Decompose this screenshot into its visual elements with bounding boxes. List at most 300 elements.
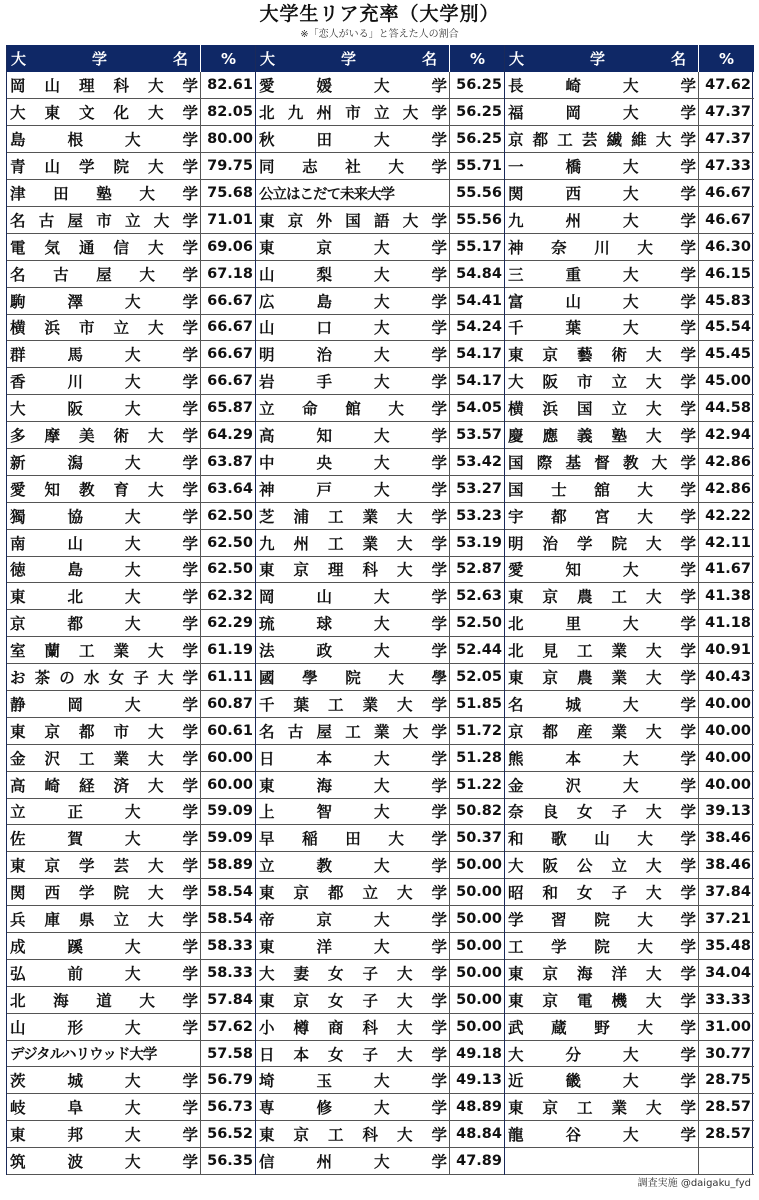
university-name: 立命館大学 [256,395,450,422]
university-name: 日本女子大学 [256,1040,450,1067]
university-name: 獨協大学 [7,502,201,529]
university-name: 熊本大学 [505,744,699,771]
university-name: 日本大学 [256,744,450,771]
percent-value: 45.00 [699,368,755,395]
table-row [505,206,754,233]
percent-value: 54.41 [450,287,506,314]
table-row [505,260,754,287]
table-row [7,798,256,825]
university-name: 同志社大学 [256,153,450,180]
university-name [505,1148,699,1175]
table-row [7,1013,256,1040]
table-row [7,72,256,99]
percent-value: 54.05 [450,395,506,422]
percent-value: 37.21 [699,906,755,933]
percent-value: 51.28 [450,744,506,771]
table-row [505,368,754,395]
table-row [505,771,754,798]
table-row [505,1148,754,1175]
table-row [505,180,754,207]
table-row [505,986,754,1013]
percent-value: 54.24 [450,314,506,341]
percent-value: 54.17 [450,341,506,368]
table-row [256,637,505,664]
percent-value: 45.83 [699,287,755,314]
university-name: 名古屋工業大学 [256,717,450,744]
percent-value: 57.58 [201,1040,257,1067]
table-row [7,502,256,529]
university-name: 名古屋市立大学 [7,206,201,233]
university-name: 名古屋大学 [7,260,201,287]
university-name: 北里大学 [505,610,699,637]
percent-value: 28.57 [699,1121,755,1148]
table-row [256,180,505,207]
university-name: 東京外国語大学 [256,206,450,233]
header-char: 学 [340,50,356,68]
university-name: 大東文化大学 [7,99,201,126]
university-name: 東洋大学 [256,933,450,960]
table-row [505,99,754,126]
percent-value: 56.25 [450,99,506,126]
percent-value: 40.00 [699,690,755,717]
university-name: 国際基督教大学 [505,448,699,475]
university-name: 多摩美術大学 [7,422,201,449]
header-percent: % [699,45,755,72]
university-name: 東京農業大学 [505,664,699,691]
percent-value: 58.33 [201,959,257,986]
university-name: 工学院大学 [505,933,699,960]
university-name: 弘前大学 [7,959,201,986]
percent-value: 50.00 [450,852,506,879]
table-row [256,422,505,449]
table-row [7,287,256,314]
table-row [505,1040,754,1067]
percent-value: 52.05 [450,664,506,691]
university-name: 山形大学 [7,1013,201,1040]
university-name: 横浜市立大学 [7,314,201,341]
percent-value: 47.89 [450,1148,506,1175]
percent-value: 52.44 [450,637,506,664]
ranking-table [7,45,256,1175]
table-row [505,825,754,852]
table-row [505,1121,754,1148]
percent-value: 47.37 [699,126,755,153]
percent-value: 37.84 [699,879,755,906]
percent-value: 47.37 [699,99,755,126]
university-name: 神戸大学 [256,475,450,502]
table-row [7,180,256,207]
table-row [256,933,505,960]
table-row [505,959,754,986]
percent-value: 66.67 [201,368,257,395]
percent-value: 57.62 [201,1013,257,1040]
university-name: 山口大学 [256,314,450,341]
university-name: 東京海洋大学 [505,959,699,986]
page-subtitle: ※「恋人がいる」と答えた人の割合 [300,29,459,40]
table-row [256,206,505,233]
university-name: 帝京大学 [256,906,450,933]
university-name: 福岡大学 [505,99,699,126]
percent-value: 52.50 [450,610,506,637]
university-name: 京都工芸繊維大学 [505,126,699,153]
university-name: 東京女子大学 [256,986,450,1013]
table-row [505,690,754,717]
university-name: 大阪大学 [7,395,201,422]
percent-value: 50.00 [450,986,506,1013]
table-row [256,475,505,502]
header-percent: % [201,45,257,72]
table-row [7,1094,256,1121]
percent-value: 40.00 [699,744,755,771]
university-name: 北海道大学 [7,986,201,1013]
university-name: デジタルハリウッド大学 [7,1040,201,1067]
university-name: 一橋大学 [505,153,699,180]
percent-value: 33.33 [699,986,755,1013]
percent-value: 66.67 [201,314,257,341]
percent-value: 61.19 [201,637,257,664]
percent-value: 46.30 [699,233,755,260]
university-name: 東京電機大学 [505,986,699,1013]
ranking-table [256,45,505,1175]
table-row [7,1040,256,1067]
university-name: 南山大学 [7,529,201,556]
table-row [7,637,256,664]
university-name: 専修大学 [256,1094,450,1121]
percent-value: 47.33 [699,153,755,180]
university-name: 関西学院大学 [7,879,201,906]
percent-value: 38.46 [699,852,755,879]
university-name: 東京学芸大学 [7,852,201,879]
table-row [256,529,505,556]
header-university-name [7,45,201,72]
table-row [7,690,256,717]
table-row [7,260,256,287]
university-name: 芝浦工業大学 [256,502,450,529]
percent-value: 38.46 [699,825,755,852]
header-char: 学 [589,50,605,68]
table-row [7,825,256,852]
percent-value: 56.79 [201,1067,257,1094]
university-name: 東邦大学 [7,1121,201,1148]
table-row [505,126,754,153]
table-row [256,1148,505,1175]
percent-value: 58.54 [201,879,257,906]
table-row [7,1067,256,1094]
university-name: 静岡大学 [7,690,201,717]
university-name: 信州大学 [256,1148,450,1175]
table-row [7,1121,256,1148]
percent-value: 31.00 [699,1013,755,1040]
percent-value: 53.57 [450,422,506,449]
percent-value: 82.05 [201,99,257,126]
percent-value: 39.13 [699,798,755,825]
credit-text: 調査実施 @daigaku_fyd [637,1178,751,1189]
table-row [505,906,754,933]
table-row [505,664,754,691]
percent-value: 58.33 [201,933,257,960]
table-row [505,879,754,906]
table-row [256,1040,505,1067]
table-row [7,771,256,798]
percent-value: 47.62 [699,72,755,99]
table-header-row [7,45,256,72]
university-name: 九州工業大学 [256,529,450,556]
university-name: お茶の水女子大学 [7,664,201,691]
table-row [7,664,256,691]
university-name: 津田塾大学 [7,180,201,207]
percent-value: 62.32 [201,583,257,610]
table-row [7,744,256,771]
table-row [256,664,505,691]
percent-value: 60.61 [201,717,257,744]
table-row [505,852,754,879]
percent-value: 50.00 [450,933,506,960]
university-name: 琉球大学 [256,610,450,637]
percent-value: 48.84 [450,1121,506,1148]
table-row [256,771,505,798]
table-row [7,529,256,556]
university-name: 長崎大学 [505,72,699,99]
header-char: 名 [670,50,686,68]
table-row [256,879,505,906]
percent-value: 53.27 [450,475,506,502]
percent-value: 41.38 [699,583,755,610]
percent-value: 63.64 [201,475,257,502]
university-name: 筑波大学 [7,1148,201,1175]
percent-value: 62.29 [201,610,257,637]
university-name: 武蔵野大学 [505,1013,699,1040]
university-name: 東京理科大学 [256,556,450,583]
percent-value: 59.09 [201,798,257,825]
university-name: 大阪公立大学 [505,852,699,879]
university-name: 北九州市立大学 [256,99,450,126]
table-row [7,314,256,341]
table-row [505,1067,754,1094]
table-row [256,798,505,825]
university-name: 高崎経済大学 [7,771,201,798]
table-row [256,99,505,126]
university-name: 山梨大学 [256,260,450,287]
table-row [7,475,256,502]
university-name: 大分大学 [505,1040,699,1067]
table-row [256,556,505,583]
percent-value: 56.52 [201,1121,257,1148]
percent-value: 65.87 [201,395,257,422]
university-name: 岩手大学 [256,368,450,395]
ranking-column-3 [504,45,753,1175]
university-name: 和歌山大学 [505,825,699,852]
university-name: 愛知大学 [505,556,699,583]
percent-value: 51.72 [450,717,506,744]
percent-value: 66.67 [201,341,257,368]
percent-value: 53.42 [450,448,506,475]
percent-value: 56.73 [201,1094,257,1121]
percent-value: 28.57 [699,1094,755,1121]
university-name: 近畿大学 [505,1067,699,1094]
table-row [256,341,505,368]
percent-value: 46.67 [699,180,755,207]
table-row [256,610,505,637]
table-row [7,206,256,233]
percent-value: 67.18 [201,260,257,287]
university-name: 法政大学 [256,637,450,664]
university-name: 広島大学 [256,287,450,314]
university-name: 三重大学 [505,260,699,287]
university-name: 千葉工業大学 [256,690,450,717]
table-row [505,422,754,449]
percent-value: 52.87 [450,556,506,583]
percent-value: 60.00 [201,744,257,771]
table-row [256,717,505,744]
percent-value: 59.09 [201,825,257,852]
table-body [505,72,754,1175]
header-char: 学 [91,50,107,68]
table-row [256,583,505,610]
percent-value: 82.61 [201,72,257,99]
header-char: 名 [172,50,188,68]
percent-value: 61.11 [201,664,257,691]
table-row [505,502,754,529]
table-row [7,717,256,744]
table-row [505,583,754,610]
percent-value: 75.68 [201,180,257,207]
university-name: 岡山大学 [256,583,450,610]
table-row [256,906,505,933]
percent-value: 55.71 [450,153,506,180]
percent-value: 41.67 [699,556,755,583]
university-name: 兵庫県立大学 [7,906,201,933]
percent-value: 40.43 [699,664,755,691]
university-name: 東海大学 [256,771,450,798]
table-row [256,502,505,529]
table-row [505,744,754,771]
table-row [505,448,754,475]
percent-value: 50.82 [450,798,506,825]
percent-value: 58.89 [201,852,257,879]
percent-value: 42.94 [699,422,755,449]
university-name: 明治大学 [256,341,450,368]
percent-value: 62.50 [201,556,257,583]
table-row [7,610,256,637]
university-name: 立教大学 [256,852,450,879]
university-name: 奈良女子大学 [505,798,699,825]
header-char: 大 [509,50,525,68]
percent-value [699,1148,755,1175]
university-name: 香川大学 [7,368,201,395]
percent-value: 50.00 [450,879,506,906]
table-row [256,852,505,879]
university-name: 群馬大学 [7,341,201,368]
percent-value: 80.00 [201,126,257,153]
table-row [256,448,505,475]
percent-value: 42.11 [699,529,755,556]
university-name: 岐阜大学 [7,1094,201,1121]
percent-value: 49.13 [450,1067,506,1094]
university-name: 京都大学 [7,610,201,637]
university-name: 佐賀大学 [7,825,201,852]
percent-value: 46.15 [699,260,755,287]
table-row [7,153,256,180]
percent-value: 35.48 [699,933,755,960]
table-row [7,556,256,583]
table-row [7,852,256,879]
university-name: 千葉大学 [505,314,699,341]
university-name: 明治学院大学 [505,529,699,556]
table-row [256,825,505,852]
percent-value: 71.01 [201,206,257,233]
percent-value: 46.67 [699,206,755,233]
table-row [7,879,256,906]
table-row [7,233,256,260]
percent-value: 69.06 [201,233,257,260]
table-header-row [505,45,754,72]
university-name: 富山大学 [505,287,699,314]
percent-value: 56.25 [450,126,506,153]
university-name: 横浜国立大学 [505,395,699,422]
table-row [256,1094,505,1121]
percent-value: 48.89 [450,1094,506,1121]
table-row [505,529,754,556]
table-row [256,233,505,260]
table-row [7,1148,256,1175]
table-row [256,690,505,717]
university-name: 小樽商科大学 [256,1013,450,1040]
table-row [256,395,505,422]
university-name: 名城大学 [505,690,699,717]
table-row [505,717,754,744]
university-name: 金沢大学 [505,771,699,798]
percent-value: 54.17 [450,368,506,395]
table-row [505,637,754,664]
university-name: 茨城大学 [7,1067,201,1094]
table-row [7,341,256,368]
table-row [505,395,754,422]
percent-value: 41.18 [699,610,755,637]
university-name: 東京都立大学 [256,879,450,906]
university-name: 東京農工大学 [505,583,699,610]
table-row [505,72,754,99]
university-name: 北見工業大学 [505,637,699,664]
percent-value: 64.29 [201,422,257,449]
percent-value: 44.58 [699,395,755,422]
percent-value: 55.56 [450,180,506,207]
university-name: 青山学院大学 [7,153,201,180]
percent-value: 57.84 [201,986,257,1013]
university-name: 中央大学 [256,448,450,475]
ranking-column-2 [255,45,504,1175]
university-name: 東北大学 [7,583,201,610]
table-row [505,610,754,637]
university-name: 九州大学 [505,206,699,233]
percent-value: 51.22 [450,771,506,798]
percent-value: 60.87 [201,690,257,717]
university-name: 京都産業大学 [505,717,699,744]
percent-value: 55.56 [450,206,506,233]
percent-value: 50.00 [450,1013,506,1040]
table-row [256,153,505,180]
table-row [7,395,256,422]
university-name: 立正大学 [7,798,201,825]
table-row [256,287,505,314]
table-row [7,448,256,475]
table-row [7,422,256,449]
page-title: 大学生リア充率（大学別） [259,3,500,25]
percent-value: 50.00 [450,959,506,986]
percent-value: 63.87 [201,448,257,475]
percent-value: 62.50 [201,502,257,529]
percent-value: 49.18 [450,1040,506,1067]
percent-value: 55.17 [450,233,506,260]
